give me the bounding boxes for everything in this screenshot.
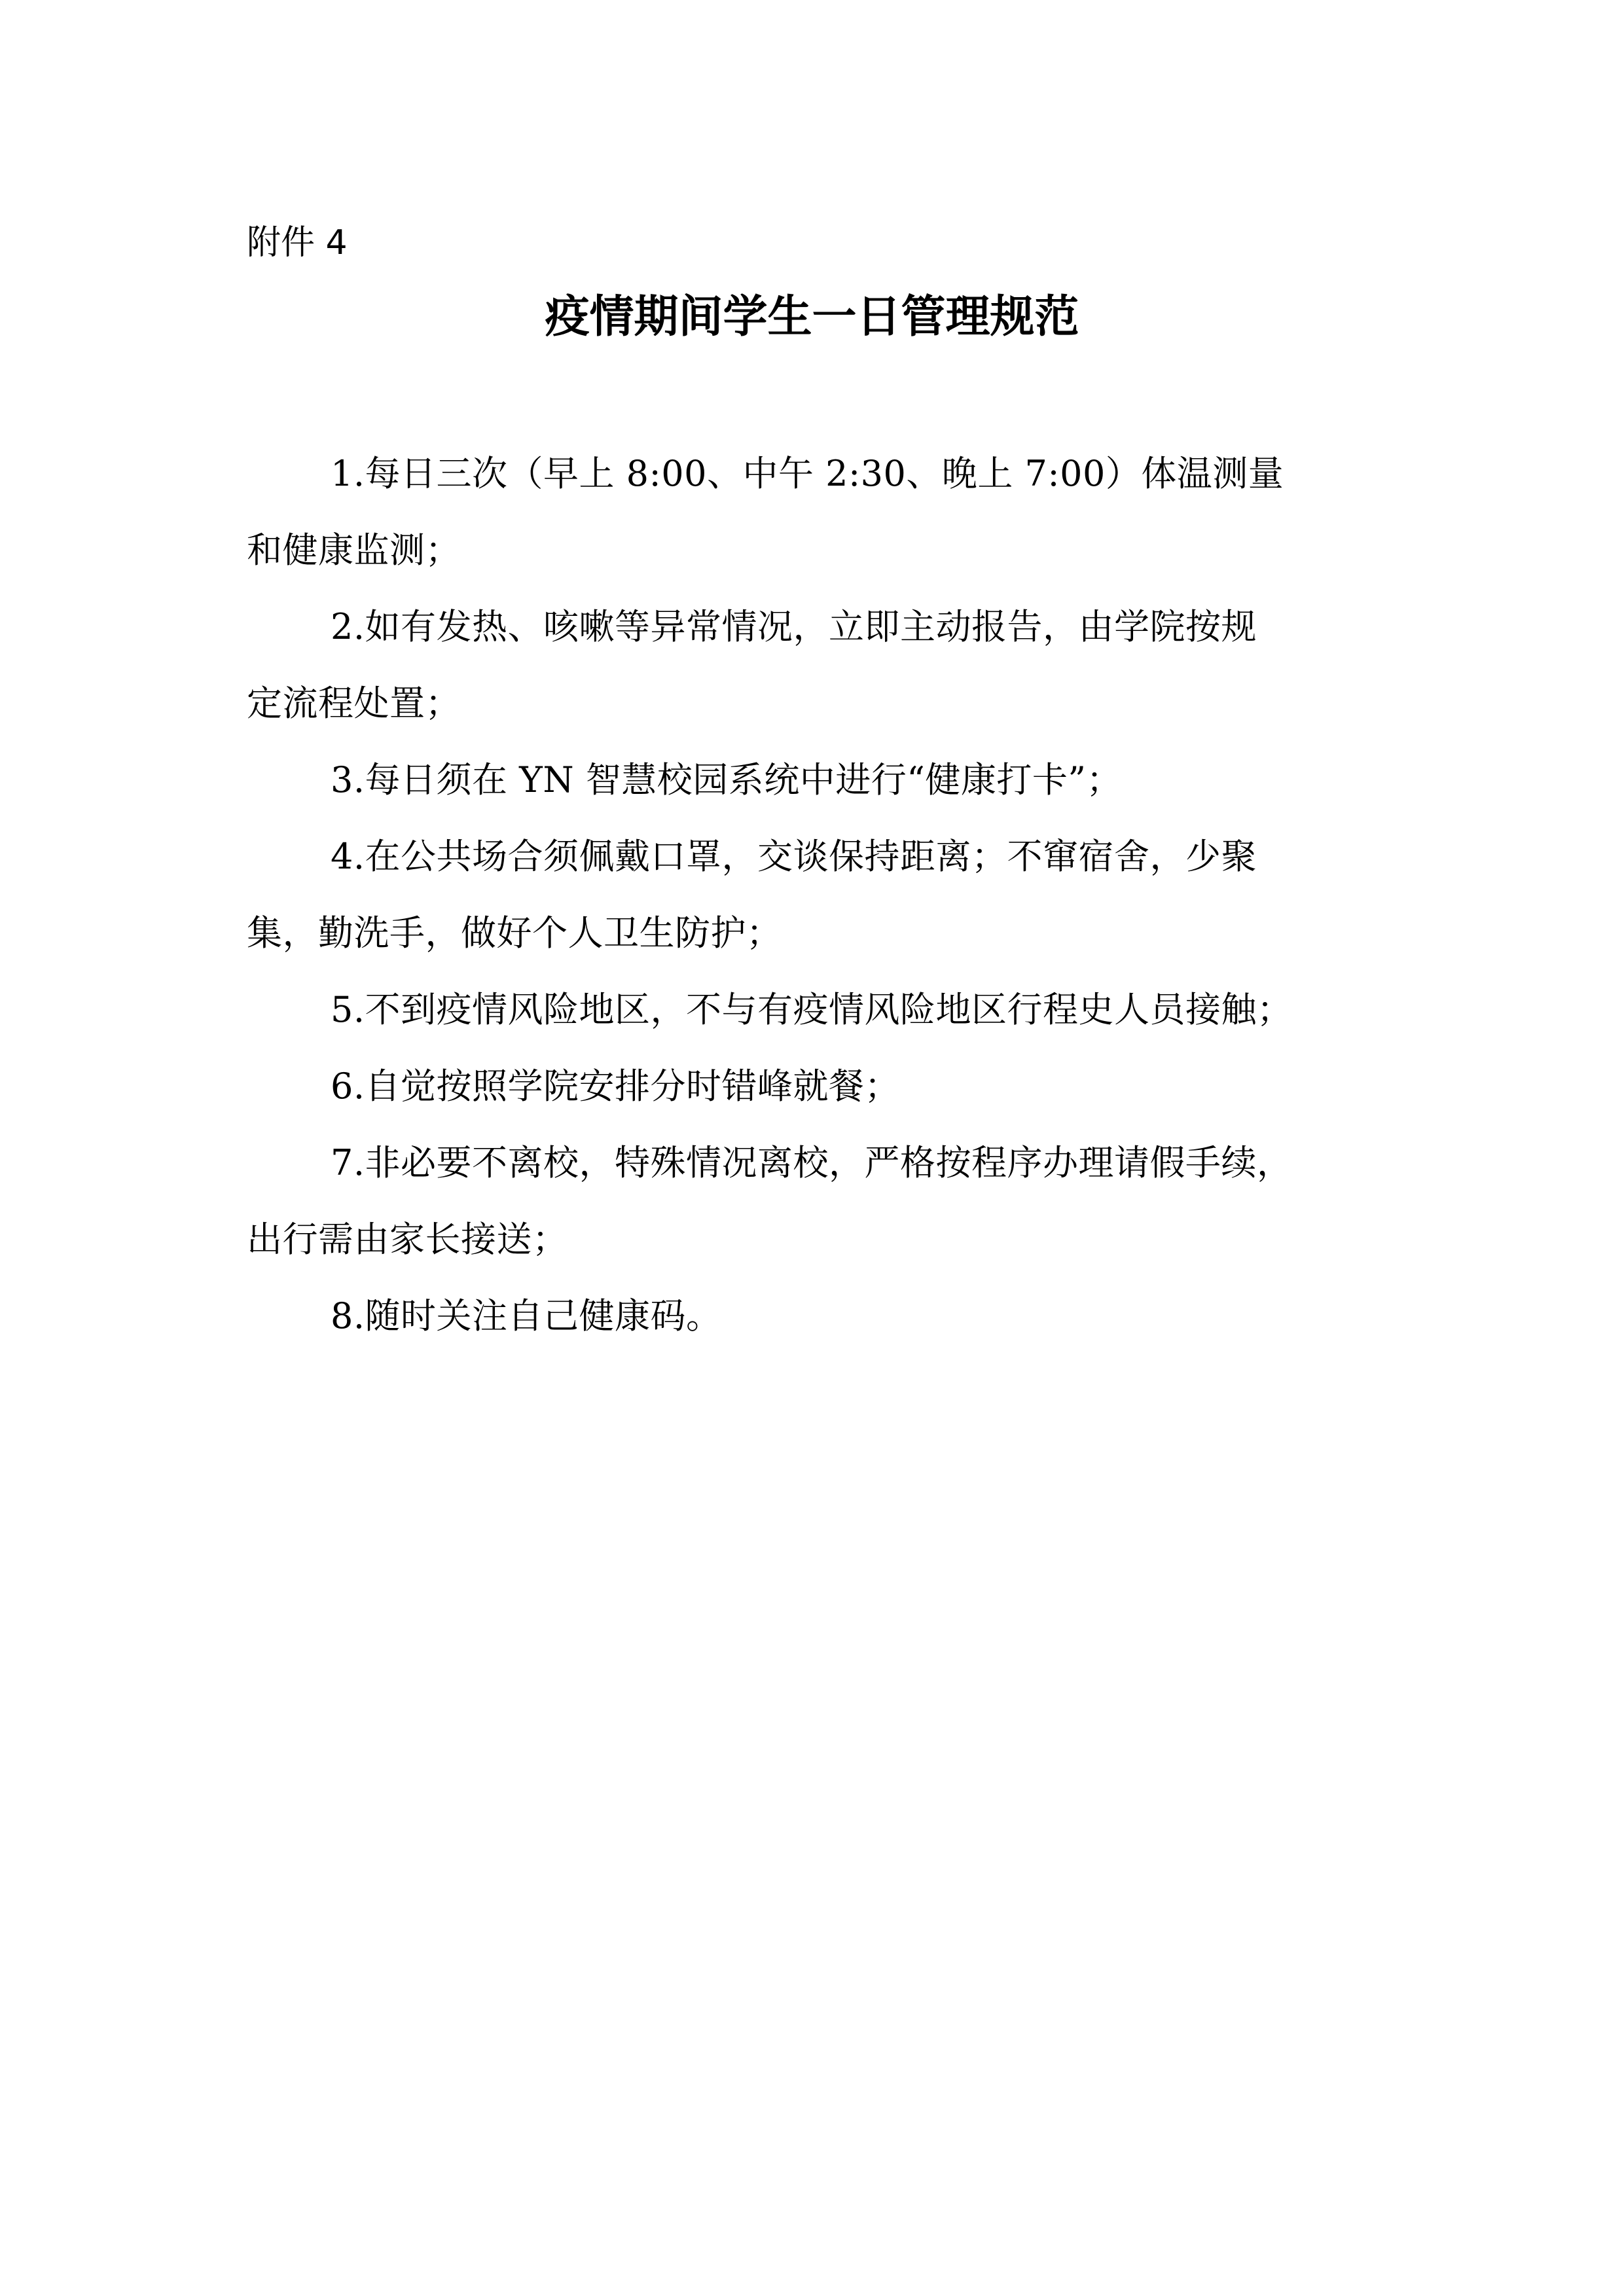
rule-4-line-1: 4.在公共场合须佩戴口罩，交谈保持距离；不窜宿舍，少聚 [331, 836, 1257, 877]
rule-2-line-1: 2.如有发热、咳嗽等异常情况，立即主动报告，由学院按规 [331, 606, 1257, 647]
rule-7-line-2: 出行需由家长接送； [247, 1219, 568, 1260]
rule-3: 3.每日须在 YN 智慧校园系统中进行“健康打卡”； [331, 759, 1122, 800]
rule-7-line-1: 7.非必要不离校，特殊情况离校，严格按程序办理请假手续， [331, 1142, 1293, 1183]
rule-1-line-2: 和健康监测； [247, 529, 461, 571]
attachment-label: 附件 4 [247, 223, 348, 262]
rule-6: 6.自觉按照学院安排分时错峰就餐； [331, 1066, 901, 1107]
rule-8: 8.随时关注自己健康码。 [331, 1295, 722, 1336]
rule-2-line-2: 定流程处置； [247, 683, 461, 724]
rule-4-line-2: 集，勤洗手，做好个人卫生防护； [247, 912, 782, 954]
rule-1-line-1: 1.每日三次（早上 8:00、中午 2:30、晚上 7:00）体温测量 [331, 453, 1284, 494]
rules-list [247, 435, 1392, 1354]
rule-5: 5.不到疫情风险地区，不与有疫情风险地区行程史人员接触； [331, 989, 1293, 1030]
document-title: 疫情期间学生一日管理规范 [545, 291, 1079, 343]
